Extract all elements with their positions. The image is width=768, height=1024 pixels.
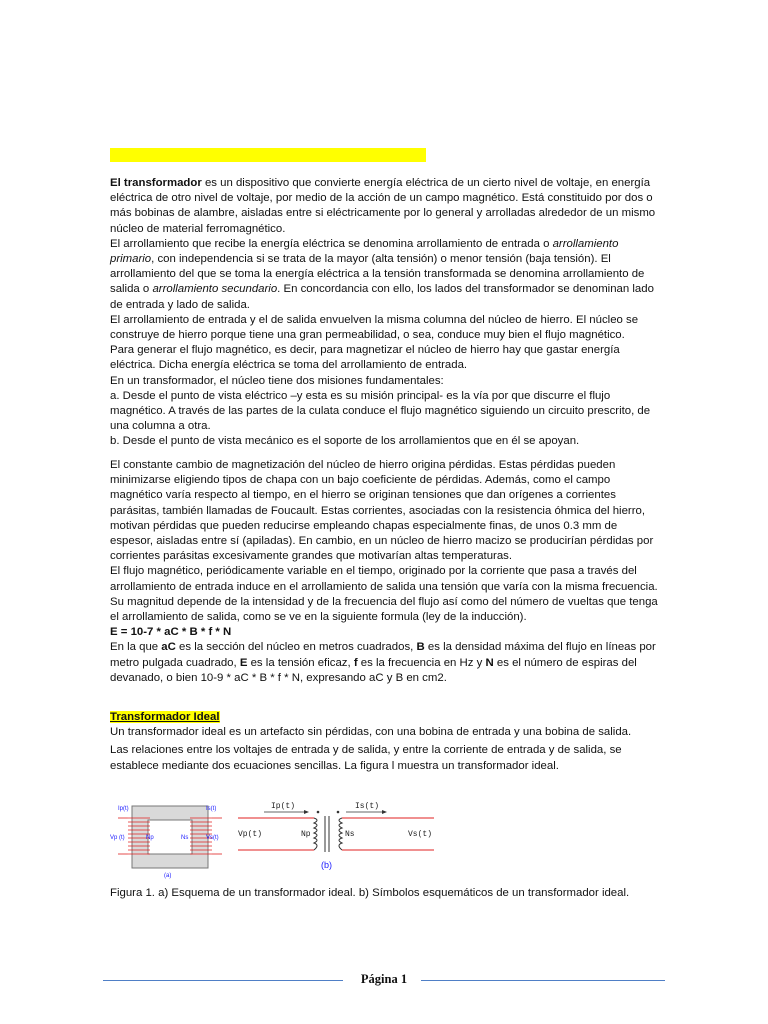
label-is: Is(t) bbox=[355, 802, 380, 811]
paragraph-losses: El constante cambio de magnetización del núcleo de hierro origina pérdidas. Estas pérdidas pueden minimizarse eligiendo tipos de chapa con un bajo coeficiente de pérdidas. Además, como el campo magnético varía respecto al tiempo, en el hierro se originan tensiones que dan orígenes a corrientes parásitas, también llamadas de Foucault. Estas corrientes, asociadas con la resistencia óhmica del hierro, motivan pérdidas que pueden reducirse empleando chapas especialmente finas, de unos 0.3 mm de espesor, aisladas entre sí (apiladas). En cambio, en un núcleo de hierro macizo se producirían pérdidas por corrientes parásitas excesivamente grandes que motivarían altas temperaturas. bbox=[110, 459, 654, 563]
arrow-head-primary bbox=[304, 810, 309, 814]
bold-term: E bbox=[239, 656, 248, 669]
paragraph-induction: El flujo magnético, periódicamente variable en el tiempo, originado por la corriente que pasa a través del arrollamiento de entrada induce en el arrollamiento de salida una tensión que varía con la misma frecuencia. bbox=[110, 565, 658, 593]
paragraph-text: En la que bbox=[110, 641, 162, 654]
figure-a-transformer-schematic bbox=[110, 798, 228, 880]
label-np: Np bbox=[146, 835, 154, 841]
figure-caption: Figura 1. a) Esquema de un transformador ideal. b) Símbolos esquemáticos de un transformador ideal. bbox=[110, 887, 630, 899]
paragraph-text: . En concordancia con ello, los lados del transformador se denominan lado de entrada y lado de salida. bbox=[110, 283, 654, 311]
secondary-coil-symbol bbox=[339, 818, 342, 850]
label-np: Np bbox=[301, 830, 311, 839]
footer-rule-left bbox=[103, 980, 343, 981]
label-vp: Vp (t) bbox=[110, 835, 125, 841]
arrow-head-secondary bbox=[382, 810, 387, 814]
figure-a-label: (a) bbox=[164, 873, 172, 879]
paragraph-text: es la tensión eficaz, bbox=[247, 656, 354, 669]
primary-coil-symbol bbox=[314, 818, 317, 850]
heading-ideal-transformer bbox=[110, 710, 658, 725]
paragraph-ideal-definition: Un transformador ideal es un artefacto sin pérdidas, con una bobina de entrada y una bobina de salida. bbox=[110, 726, 632, 739]
formula bbox=[110, 625, 658, 640]
paragraph-core-missions: En un transformador, el núcleo tiene dos misiones fundamentales: bbox=[110, 374, 444, 387]
paragraph-text: El arrollamiento que recibe la energía eléctrica se denomina arrollamiento de entrada o bbox=[110, 237, 553, 250]
paragraph-formula-legend bbox=[110, 640, 658, 686]
bold-term: B bbox=[416, 641, 425, 654]
label-ip: Ip(t) bbox=[271, 802, 296, 811]
paragraph-text: es el número de espiras del devanado, o bien 10-9 * aC * B * f * N, expresando aC y B en cm2. bbox=[110, 656, 637, 684]
paragraph-text: , con independencia si se trata de la mayor (alta tensión) o menor tensión (baja tensión). El arrollamiento del que se toma la energía eléctrica a la tensión transformada se denomina arrollamiento de salida o bbox=[110, 253, 645, 296]
label-is: Is(t) bbox=[206, 806, 217, 812]
figure-ideal-transformer bbox=[110, 798, 440, 880]
label-vp: Vp(t) bbox=[238, 830, 263, 839]
paragraph-ideal-relations: Las relaciones entre los voltajes de entrada y de salida, y entre la corriente de entrada y de salida, se establece mediante dos ecuaciones sencillas. La figura l muestra un transformador ideal. bbox=[110, 744, 622, 772]
footer-rule-right bbox=[421, 980, 665, 981]
paragraph-transformer-definition bbox=[110, 176, 658, 237]
figure-b-label: (b) bbox=[321, 860, 332, 870]
label-vs: Vs(t) bbox=[408, 830, 433, 839]
polarity-dot-secondary bbox=[337, 811, 340, 814]
paragraph-magnitude: Su magnitud depende de la intensidad y de la frecuencia del flujo así como del número de vueltas que tenga el arrollamiento de salida, como se ve en la siguiente formula (ley de la inducción). bbox=[110, 595, 658, 624]
polarity-dot-primary bbox=[317, 811, 320, 814]
heading-text: Transformador Ideal bbox=[110, 711, 220, 723]
paragraph-text: es la frecuencia en Hz y bbox=[357, 656, 486, 669]
paragraph-text: es la densidad máxima del flujo en líneas por metro pulgada cuadrado, bbox=[110, 641, 656, 669]
page-footer bbox=[103, 972, 665, 988]
italic-term: arrollamiento secundario bbox=[152, 283, 278, 296]
paragraph-windings bbox=[110, 237, 658, 313]
italic-term: arrollamiento primario bbox=[110, 237, 619, 266]
body-text-section-2 bbox=[110, 458, 658, 686]
page-number: Página 1 bbox=[360, 972, 408, 986]
list-item-a: a. Desde el punto de vista eléctrico –y esta es su misión principal- es la vía por que discurre el flujo magnético. A través de las partes de la culata conduce el flujo magnético siguiendo un circuito prescrito, de una columna a otra. bbox=[110, 389, 651, 433]
label-ip: Ip(t) bbox=[118, 806, 129, 812]
highlighted-title-bar bbox=[110, 148, 426, 162]
label-ns: Ns bbox=[345, 830, 355, 839]
bold-term: El transformador bbox=[110, 177, 202, 189]
label-vs: Vs(t) bbox=[206, 835, 219, 841]
bold-term: aC bbox=[161, 641, 176, 654]
formula-text: E = 10-7 * aC * B * f * N bbox=[110, 626, 232, 639]
bold-term: f bbox=[353, 656, 358, 669]
paragraph-text: es la sección del núcleo en metros cuadrados, bbox=[175, 641, 417, 654]
label-ns: Ns bbox=[181, 835, 189, 841]
paragraph-text: es un dispositivo que convierte energía eléctrica de un cierto nivel de voltaje, en energía eléctrica de otro nivel de voltaje, por medio de la acción de un campo magnético. Está constituido por dos o más bobinas de alambre, aisladas entre si eléctricamente por lo general y arrolladas alrededor de un mismo núcleo de material ferromagnético. bbox=[110, 177, 656, 235]
paragraph-flux-generation: Para generar el flujo magnético, es decir, para magnetizar el núcleo de hierro hay que gastar energía eléctrica. Dicha energía eléctrica se toma del arrollamiento de entrada. bbox=[110, 344, 620, 372]
body-text-section-ideal bbox=[110, 710, 658, 774]
body-text-section-1 bbox=[110, 176, 658, 450]
paragraph-core: El arrollamiento de entrada y el de salida envuelven la misma columna del núcleo de hierro. El núcleo se construye de hierro porque tiene una gran permeabilidad, o sea, conduce muy bien el flujo magnético. bbox=[110, 313, 639, 342]
figure-b-transformer-symbol bbox=[234, 798, 444, 880]
list-item-b: b. Desde el punto de vista mecánico es el soporte de los arrollamientos que en él se apoyan. bbox=[110, 435, 580, 448]
bold-term: N bbox=[485, 656, 494, 669]
